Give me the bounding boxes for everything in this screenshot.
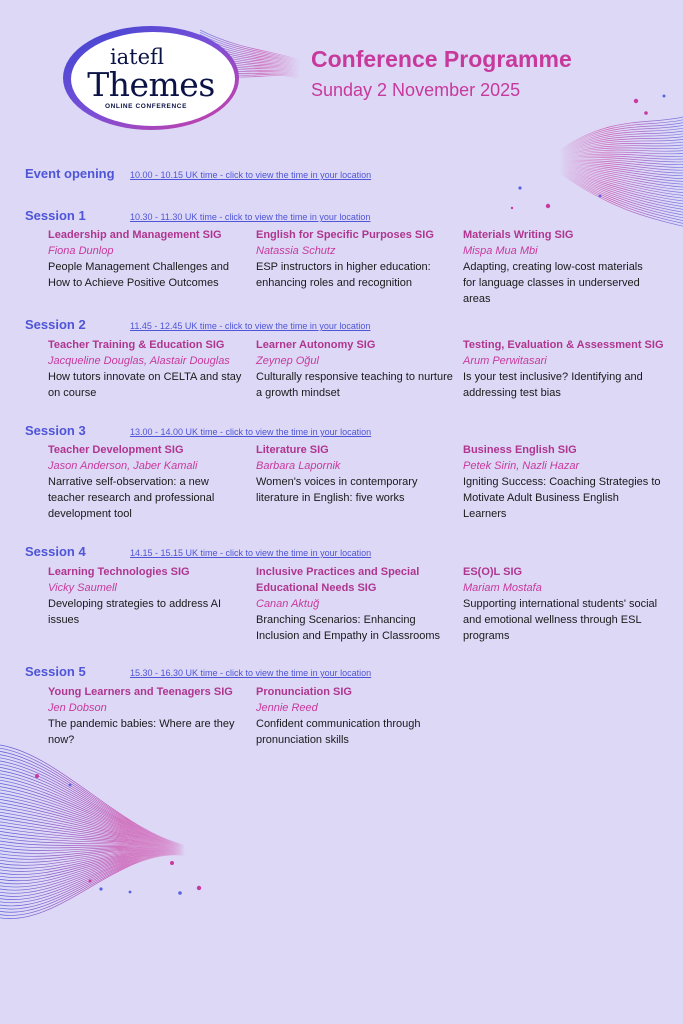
talk-title: Developing strategies to address AI issues (48, 598, 222, 626)
talk-card (463, 337, 673, 401)
speaker-name: Fiona Dunlop (48, 245, 114, 257)
speaker-name: Barbara Lapornik (256, 460, 341, 472)
logo-brand: iatefl (109, 45, 165, 69)
talk-card (48, 442, 248, 522)
talk-title: Culturally responsive teaching to nurture a growth mindset (256, 371, 453, 399)
speaker-name: Petek Sirin, Nazli Hazar (463, 460, 580, 472)
talk-card (256, 564, 451, 644)
talk-title: The pandemic babies: Where are they now? (48, 718, 235, 746)
session-5-time-link[interactable]: 15.30 - 16.30 UK time - click to view the time in your location (130, 668, 372, 678)
speaker-name: Zeynep Oğul (256, 355, 319, 367)
logo-title: Themes (87, 65, 215, 104)
sig-name: Materials Writing SIG (463, 229, 574, 241)
sig-name: Inclusive Practices and Special Educational Needs SIG (256, 566, 420, 594)
sig-name: ES(O)L SIG (463, 566, 523, 578)
talk-card (256, 442, 456, 506)
session-1-header (25, 208, 370, 223)
speaker-name: Natassia Schutz (256, 245, 336, 257)
sig-name: Business English SIG (463, 444, 577, 456)
talk-title: People Management Challenges and How to Achieve Positive Outcomes (48, 261, 230, 289)
event-date: Sunday 2 November 2025 (311, 80, 521, 100)
session-label: Session 4 (25, 544, 86, 559)
talk-card (48, 684, 248, 748)
speaker-name: Jennie Reed (256, 702, 318, 714)
speaker-name: Arum Perwitasari (463, 355, 547, 367)
talk-title: Is your test inclusive? Identifying and addressing test bias (463, 371, 643, 399)
talk-title: Igniting Success: Coaching Strategies to Motivate Adult Business English Learners (463, 476, 661, 520)
talk-card (463, 442, 663, 522)
session-label: Session 5 (25, 664, 86, 679)
talk-card (48, 337, 248, 401)
sig-name: Teacher Development SIG (48, 444, 184, 456)
speaker-name: Mispa Mua Mbi (463, 245, 538, 257)
sig-name: Young Learners and Teenagers SIG (48, 686, 233, 698)
talk-title: Branching Scenarios: Enhancing Inclusion and Empathy in Classrooms (256, 614, 441, 642)
speaker-name: Mariam Mostafa (463, 582, 542, 594)
talk-card (463, 564, 658, 644)
session-3-header (25, 423, 371, 438)
talk-card (256, 684, 456, 748)
session-label: Session 3 (25, 423, 86, 438)
talk-card (256, 337, 456, 401)
sig-name: Testing, Evaluation & Assessment SIG (463, 339, 664, 351)
talk-title: ESP instructors in higher education: enhancing roles and recognition (256, 261, 431, 289)
talk-card (256, 227, 456, 291)
session-3-time-link[interactable]: 13.00 - 14.00 UK time - click to view the time in your location (130, 427, 372, 437)
sig-name: Learner Autonomy SIG (256, 339, 376, 351)
sig-name: Leadership and Management SIG (48, 229, 222, 241)
talk-card (48, 564, 248, 628)
session-2-time-link[interactable]: 11.45 - 12.45 UK time - click to view the time in your location (130, 321, 371, 331)
talk-title: Narrative self-observation: a new teacher research and professional development tool (48, 476, 215, 520)
talk-title: Confident communication through pronunciation skills (256, 718, 421, 746)
speaker-name: Canan Aktuğ (256, 598, 320, 610)
talk-title: Women's voices in contemporary literature in English: five works (256, 476, 418, 504)
sig-name: Learning Technologies SIG (48, 566, 190, 578)
event-opening-row (25, 166, 371, 181)
sig-name: Pronunciation SIG (256, 686, 352, 698)
logo-subtitle: ONLINE CONFERENCE (104, 103, 188, 110)
speaker-name: Jason Anderson, Jaber Kamali (48, 460, 198, 472)
talk-card (463, 227, 658, 307)
talk-title: How tutors innovate on CELTA and stay on course (48, 371, 242, 399)
session-label: Session 2 (25, 317, 86, 332)
session-2-header (25, 317, 370, 332)
page-title: Conference Programme (311, 46, 572, 72)
sig-name: Teacher Training & Education SIG (48, 339, 225, 351)
sig-name: English for Specific Purposes SIG (256, 229, 434, 241)
talk-card (48, 227, 248, 291)
session-4-header (25, 544, 371, 559)
talk-title: Adapting, creating low-cost materials for language classes in underserved areas (463, 261, 643, 305)
session-5-header (25, 664, 371, 679)
speaker-name: Jen Dobson (48, 702, 107, 714)
session-label: Session 1 (25, 208, 86, 223)
session-4-time-link[interactable]: 14.15 - 15.15 UK time - click to view the time in your location (130, 548, 372, 558)
speaker-name: Vicky Saumell (48, 582, 117, 594)
event-opening-time-link[interactable]: 10.00 - 10.15 UK time - click to view the time in your location (130, 170, 372, 180)
iatefl-themes-logo (58, 22, 244, 134)
event-opening-label: Event opening (25, 166, 115, 181)
speaker-name: Jacqueline Douglas, Alastair Douglas (48, 355, 230, 367)
sig-name: Literature SIG (256, 444, 329, 456)
talk-title: Supporting international students' social and emotional wellness through ESL programs (463, 598, 658, 642)
session-1-time-link[interactable]: 10.30 - 11.30 UK time - click to view the time in your location (130, 212, 371, 222)
